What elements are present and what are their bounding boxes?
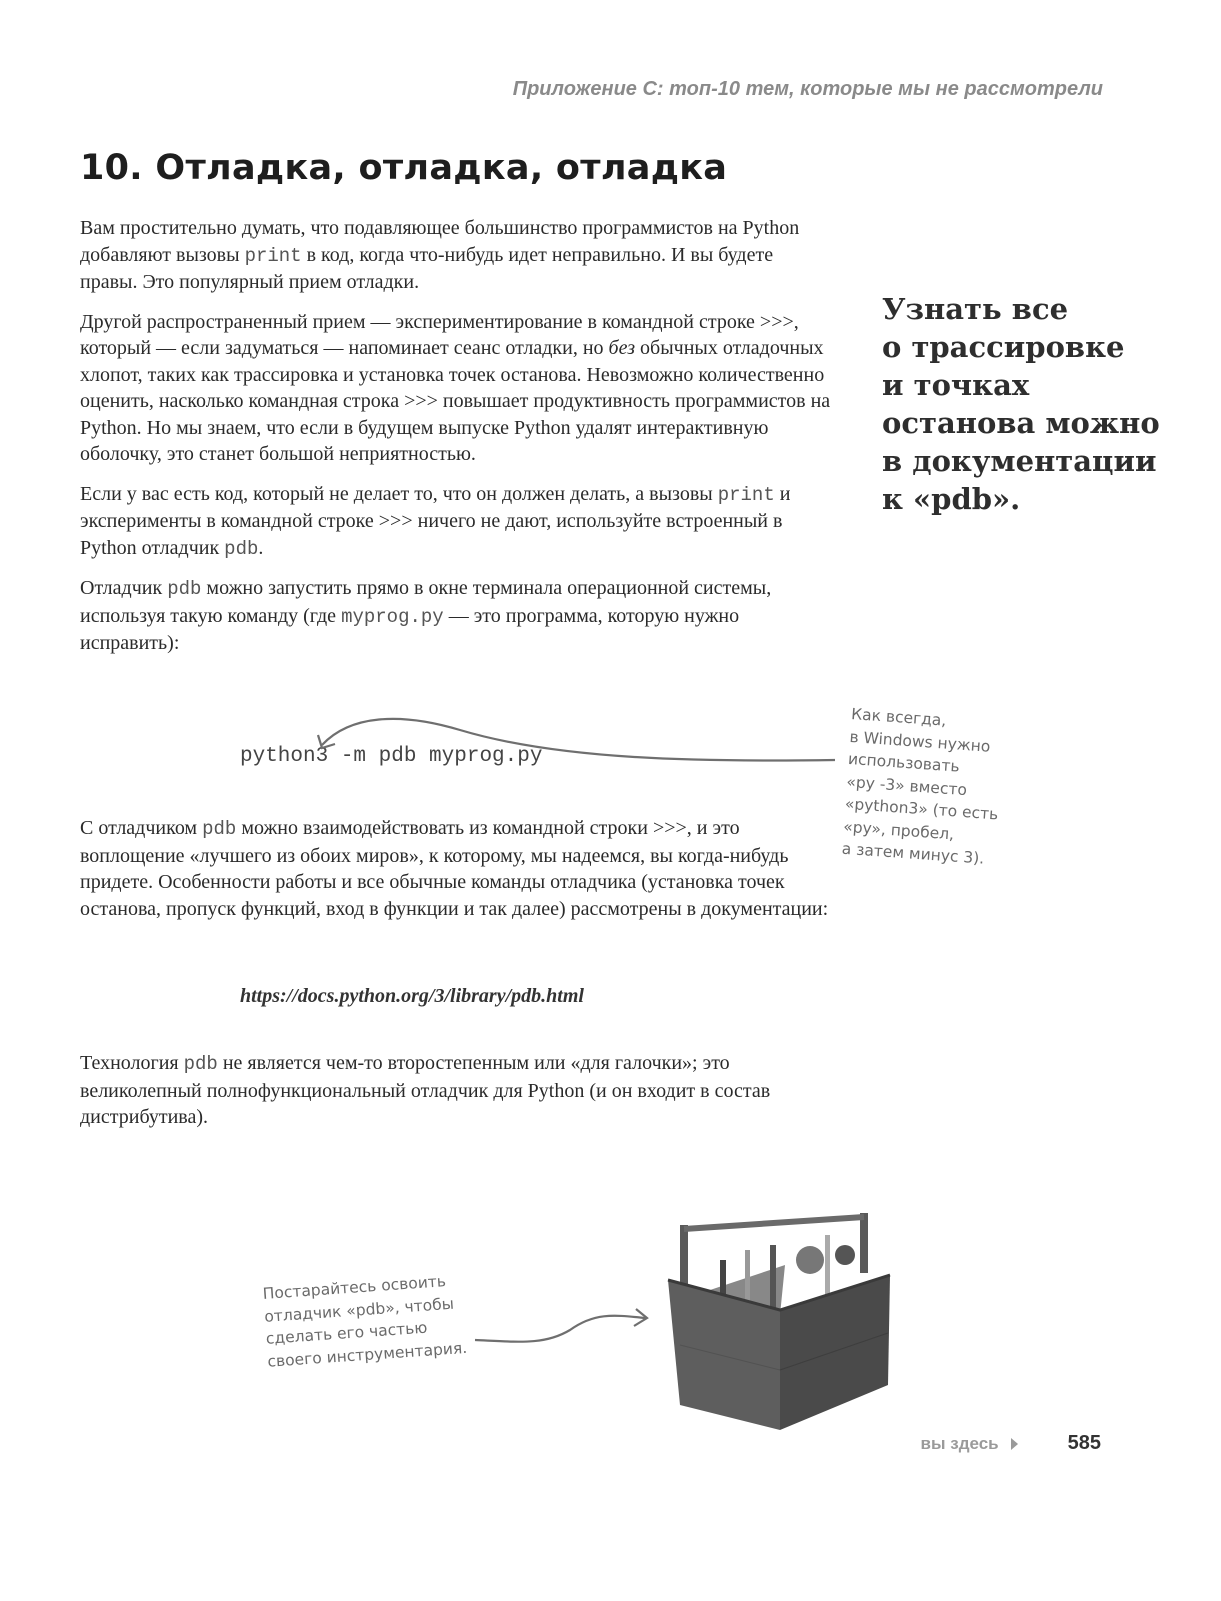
command-example: python3 -m pdb myprog.py [240,745,543,768]
p6-text-a: Технология [80,1052,184,1074]
you-are-here-label: вы здесь [920,1433,999,1453]
p3-code-1: print [717,483,775,506]
triangle-right-icon [1011,1438,1018,1450]
p5-text-a: С отладчиком [80,817,203,839]
p2-emphasis: без [608,337,636,359]
p4-code-1: pdb [167,578,202,600]
page-number: 585 [1067,1432,1101,1454]
toolbox-icon [660,1205,900,1430]
p3-code-2: pdb [224,537,259,560]
p2-text-a: Другой распространенный прием — экспериментирование в командной строке >>>, который — если задуматься — напоминает сеанс отладки, но [80,310,799,359]
p2-text-b: обычных отладочных хлопот, таких как трассировка и установка точек останова. Невозможно количественно оценить, насколько командная строка >>> повышает продуктивность программистов на Python. Но мы знаем, что если в будущем выпуске Python удалят интерактивную оболочку, это станет большой неприятностью. [80,337,831,465]
handwritten-note-toolbox: Постарайтесь освоить отладчик «pdb», чтобы сделать его частью своего инструментария. [262,1272,468,1371]
p4-text-c: — это программа, которую нужно исправить): [80,604,740,654]
p4-text-b: можно запустить прямо в окне терминала операционной системы, используя такую команду (где [80,577,772,627]
section-title: 10. Отладка, отладка, отладка [80,148,728,188]
docs-url: https://docs.python.org/3/library/pdb.html [240,985,584,1007]
p3-text-b: и эксперименты в командной строке >>> ничего не дают, используйте встроенный в Python отладчик [80,482,791,559]
p3-text-c: . [258,536,264,559]
p5-text-b: можно взаимодействовать из командной строки >>>, и это воплощение «лучшего из обоих миров», к которому, мы надеемся, вы когда-нибудь придете. Особенности работы и все обычные команды отладчика (установка точек останова, пропуск функций, вход в функции и так далее) рассмотрены в документации: [80,817,829,920]
p5-code: pdb [202,818,237,840]
p1-text-b: в код, когда что-нибудь идет неправильно. И вы будете правы. Это популярный прием отладки. [80,243,774,293]
header-prefix: Приложение C: [512,78,664,100]
header-title: топ-10 тем, которые мы не рассмотрели [663,78,1103,100]
p4-text-a: Отладчик [80,577,168,599]
p4-code-2: myprog.py [341,605,444,628]
sidebar-note: Узнать все о трассировке и точках останова можно в документации к «pdb». [882,292,1160,516]
handwritten-note-windows: Как всегда, в Windows нужно использовать «py -3» вместо «python3» (то есть «py», пробел, а затем минус 3). [841,704,999,868]
p6-code: pdb [183,1053,218,1075]
p1-text-a: Вам простительно думать, что подавляющее большинство программистов на Python добавляют вызовы [80,217,800,266]
page-footer [921,1432,1101,1455]
p1-code: print [244,244,302,267]
p3-text-a: Если у вас есть код, который не делает то, что он должен делать, а вызовы [80,482,718,505]
p6-text-b: не является чем-то второстепенным или «для галочки»; это великолепный полнофункциональный отладчик для Python (и он входит в состав дистрибутива). [80,1052,771,1128]
